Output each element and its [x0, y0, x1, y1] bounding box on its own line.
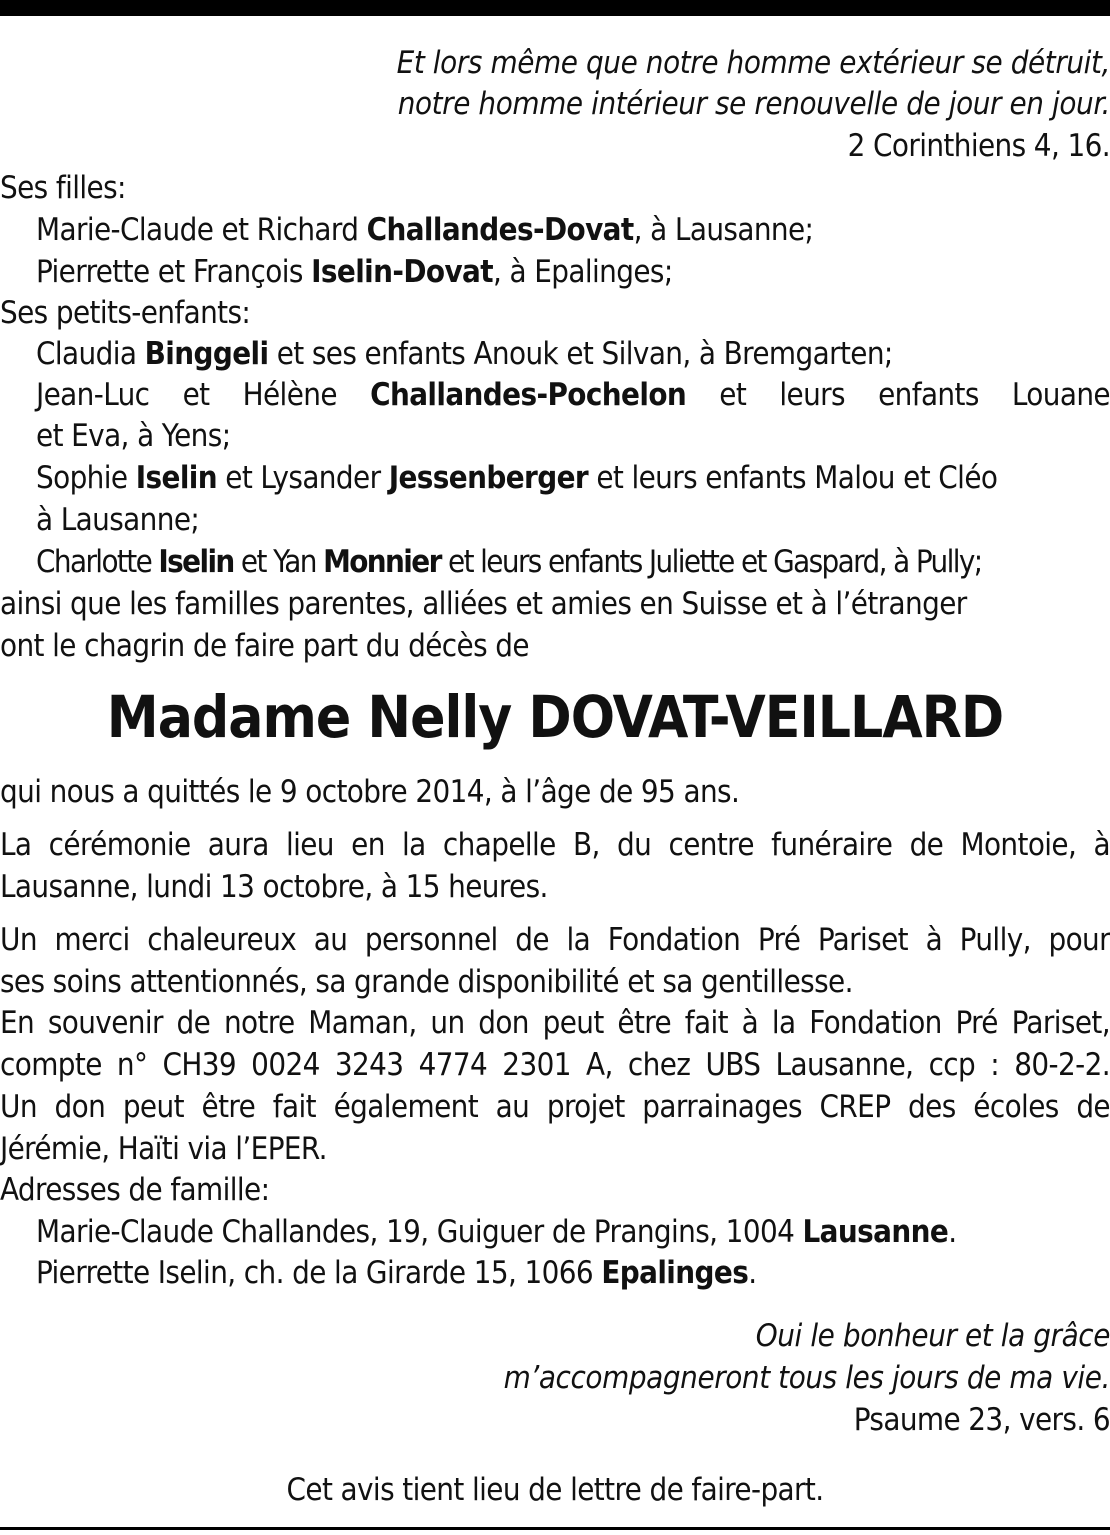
family-name: Challandes-Dovat — [366, 212, 634, 248]
merci-line-2: ses soins attentionnés, sa grande disponibilité et sa gentillesse. — [0, 964, 853, 1000]
fille-entry-1: Marie-Claude et Richard Challandes-Dovat, à Lausanne; — [36, 212, 814, 248]
petit-enfant-entry-3-cont: à Lausanne; — [36, 502, 200, 538]
adresse-entry-1: Marie-Claude Challandes, 19, Guiguer de Prangins, 1004 Lausanne. — [36, 1214, 957, 1250]
quote-bottom-reference: Psaume 23, vers. 6 — [853, 1402, 1110, 1438]
petit-enfant-entry-4: Charlotte Iselin et Yan Monnier et leurs enfants Juliette et Gaspard, à Pully; — [36, 544, 982, 580]
family-name: Iselin — [135, 460, 217, 496]
family-name: Iselin-Dovat — [311, 254, 493, 290]
quote-top-reference: 2 Corinthiens 4, 16. — [847, 128, 1110, 164]
petits-enfants-label: Ses petits-enfants: — [0, 295, 251, 331]
top-rule — [0, 0, 1110, 16]
quote-bottom-line-1: Oui le bonheur et la grâce — [755, 1318, 1110, 1354]
merci-line-4: compte n° CH39 0024 3243 4774 2301 A, chez UBS Lausanne, ccp : 80-2-2. — [0, 1047, 1110, 1083]
ceremonie-line-2: Lausanne, lundi 13 octobre, à 15 heures. — [0, 869, 548, 905]
adresses-label: Adresses de famille: — [0, 1172, 270, 1208]
city-name: Lausanne — [802, 1214, 949, 1250]
merci-line-1: Un merci chaleureux au personnel de la Fondation Pré Pariset à Pully, pour — [0, 922, 1110, 958]
bottom-rule — [0, 1527, 1110, 1530]
closing-line: Cet avis tient lieu de lettre de faire-part. — [286, 1472, 824, 1508]
adresse-entry-2: Pierrette Iselin, ch. de la Girarde 15, 1066 Epalinges. — [36, 1255, 757, 1291]
merci-line-3: En souvenir de notre Maman, un don peut être fait à la Fondation Pré Pariset, — [0, 1005, 1110, 1041]
family-name: Challandes-Pochelon — [370, 377, 687, 413]
family-name: Binggeli — [144, 336, 269, 372]
filles-label: Ses filles: — [0, 170, 126, 206]
family-name: Iselin — [158, 544, 234, 580]
ceremonie-line-1: La cérémonie aura lieu en la chapelle B, du centre funéraire de Montoie, à — [0, 827, 1110, 863]
petit-enfant-entry-3: Sophie Iselin et Lysander Jessenberger et leurs enfants Malou et Cléo — [36, 460, 998, 496]
quote-top-line-1: Et lors même que notre homme extérieur se détruit, — [396, 45, 1110, 81]
merci-line-5: Un don peut être fait également au projet parrainages CREP des écoles de — [0, 1089, 1110, 1125]
family-name: Jessenberger — [388, 460, 589, 496]
family-name: Monnier — [323, 544, 441, 580]
petit-enfant-entry-1: Claudia Binggeli et ses enfants Anouk et Silvan, à Bremgarten; — [36, 336, 893, 372]
familles-line-1: ainsi que les familles parentes, alliées et amies en Suisse et à l’étranger — [0, 586, 967, 622]
deceased-name: Madame Nelly DOVAT-VEILLARD — [106, 683, 1004, 751]
quote-bottom-line-2: m’accompagneront tous les jours de ma vie. — [503, 1360, 1110, 1396]
city-name: Epalinges — [601, 1255, 749, 1291]
petit-enfant-entry-2: Jean-Luc et Hélène Challandes-Pochelon et leurs enfants Louane — [36, 377, 1110, 413]
death-date-line: qui nous a quittés le 9 octobre 2014, à l’âge de 95 ans. — [0, 774, 740, 810]
familles-line-2: ont le chagrin de faire part du décès de — [0, 628, 529, 664]
petit-enfant-entry-2-cont: et Eva, à Yens; — [36, 418, 231, 454]
fille-entry-2: Pierrette et François Iselin-Dovat, à Epalinges; — [36, 254, 673, 290]
quote-top-line-2: notre homme intérieur se renouvelle de jour en jour. — [397, 86, 1110, 122]
merci-line-6: Jérémie, Haïti via l’EPER. — [0, 1131, 327, 1167]
